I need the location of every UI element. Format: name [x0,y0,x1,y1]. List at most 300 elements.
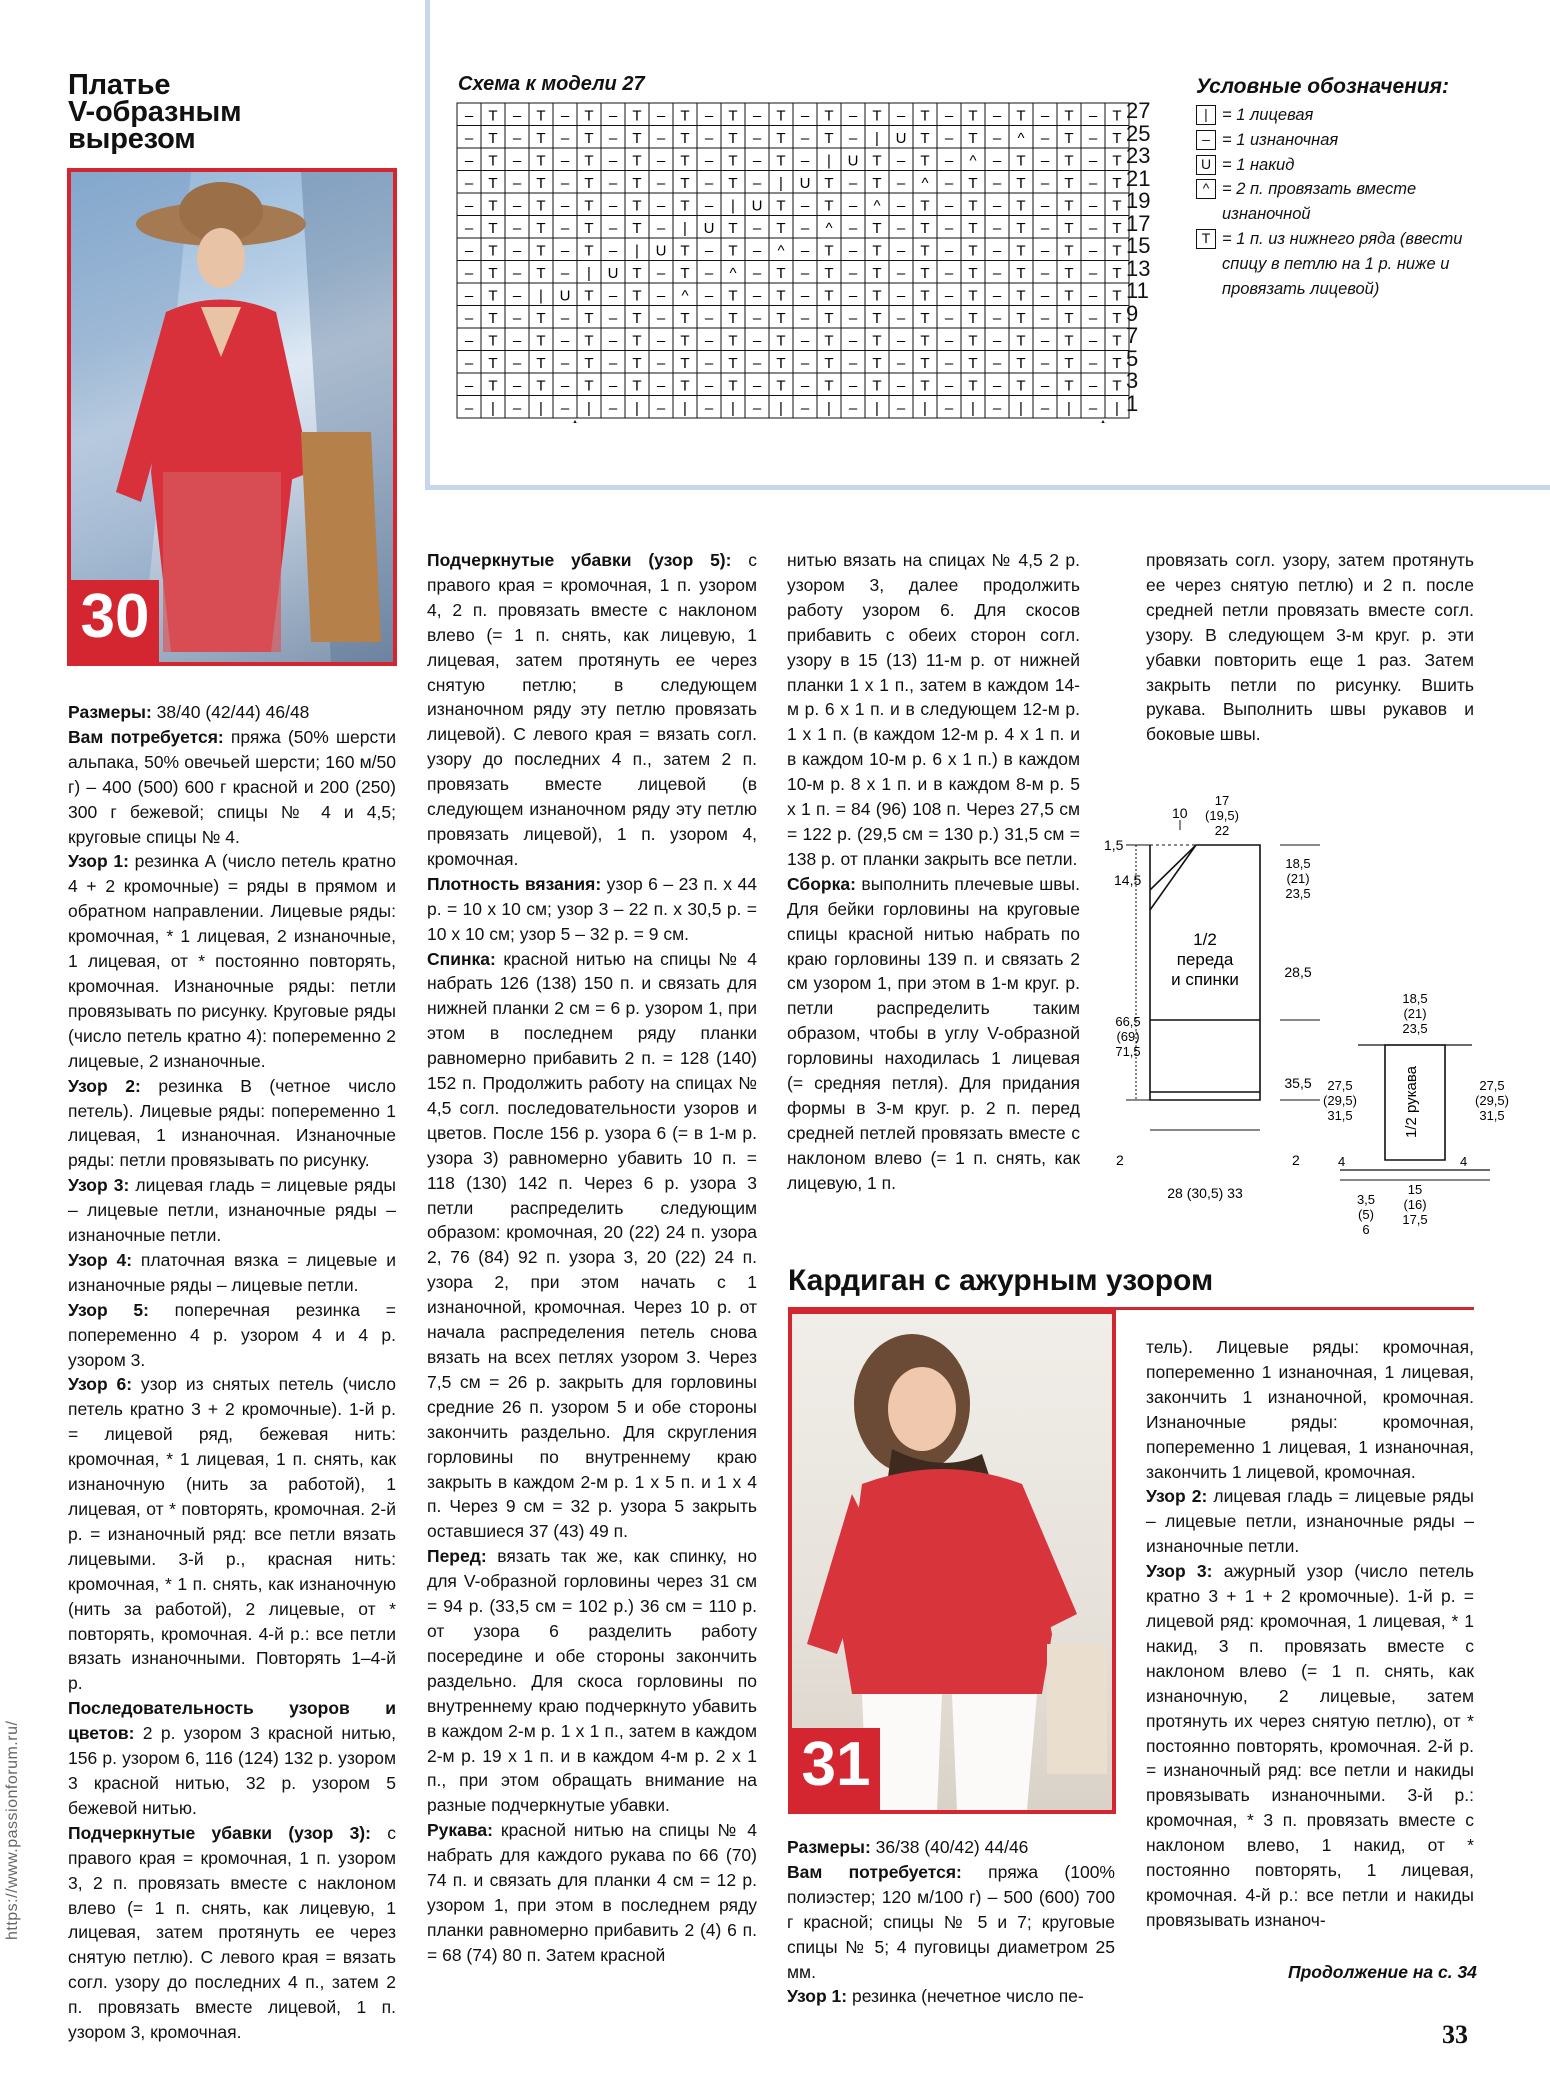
svg-text:–: – [800,242,810,260]
svg-text:–: – [560,175,570,192]
dim-s-15: 15 [1407,1182,1423,1197]
svg-text:T: T [920,377,930,395]
svg-text:T: T [920,242,930,260]
svg-text:–: – [992,220,1002,237]
paragraph-lead: Подчеркнутые убавки (узор 5): [427,550,732,570]
svg-text:^: ^ [777,242,785,260]
svg-text:T: T [584,242,594,260]
svg-text:T: T [920,152,930,170]
svg-text:|: | [779,400,783,417]
svg-text:T: T [872,220,882,237]
svg-text:–: – [1040,400,1050,417]
svg-text:–: – [1040,152,1050,170]
svg-text:T: T [632,152,642,170]
svg-text:–: – [1088,197,1098,215]
svg-text:–: – [1088,175,1098,192]
paragraph [68,1074,396,1174]
svg-text:T: T [1112,107,1122,125]
svg-text:T: T [536,197,546,215]
svg-text:–: – [608,220,618,237]
svg-text:T: T [1064,107,1074,125]
svg-text:–: – [608,152,618,170]
svg-text:–: – [560,332,570,350]
svg-text:–: – [512,265,522,282]
legend-symbol-icon: – [1196,130,1216,150]
svg-text:T: T [1016,175,1026,192]
model31-title: Кардиган с ажурным узором [788,1264,1214,1297]
dim-1-5: 1,5 [1104,837,1124,853]
legend-text: = 1 п. из нижнего ряда (ввести спицу в петлю на 1 р. ниже и провязать лицевой) [1222,229,1463,298]
svg-text:–: – [1040,220,1050,237]
svg-text:T: T [968,197,978,215]
svg-text:|: | [923,400,927,417]
svg-text:T: T [536,175,546,192]
svg-text:–: – [1040,242,1050,260]
svg-text:T: T [776,152,786,170]
svg-text:T: T [1112,377,1122,395]
svg-text:–: – [560,152,570,170]
svg-text:|: | [683,220,687,237]
svg-text:–: – [464,355,474,372]
svg-text:T: T [680,332,690,350]
paragraph [787,1835,1115,1860]
model30-title-line2: V-образным [68,96,242,128]
paragraph [427,1818,757,1967]
svg-text:T: T [1064,332,1074,350]
paragraph-text: выполнить плечевые швы. Для бейки горловины на круговые спицы красной нитью набрать по краю горловины 139 п. и связать 2 см узором 1, при этом в 1-м круг. р. петли распределить таким образом, чтобы в углу V-образной горловины находилась 1 лицевая (= средняя петля). Для придания формы в 3-м круг. р. 2 п. перед средней петлей провязать вместе с наклоном влево (= 1 п. снять, как лицевую, 1 п. [787,873,1080,1193]
svg-text:T: T [872,355,882,372]
svg-text:–: – [1040,377,1050,395]
svg-text:T: T [824,265,834,282]
svg-text:T: T [584,287,594,305]
paragraph-lead: Узор 2: [1146,1486,1208,1507]
svg-text:–: – [800,107,810,125]
svg-text:–: – [944,242,954,260]
svg-text:T: T [872,242,882,260]
svg-text:T: T [536,310,546,327]
svg-text:–: – [752,400,762,417]
dim-s-3-5: 3,5 [1356,1192,1376,1207]
svg-text:T: T [728,220,738,237]
svg-text:T: T [584,107,594,125]
svg-text:|: | [731,400,735,417]
svg-text:T: T [632,332,642,350]
svg-text:T: T [920,287,930,305]
row-number: 7 [1126,323,1139,348]
paragraph-lead: Узор 3: [68,1175,130,1196]
svg-text:T: T [632,265,642,282]
row-number: 1 [1126,390,1139,416]
svg-text:–: – [992,377,1002,395]
svg-text:–: – [752,287,762,305]
svg-text:–: – [464,130,474,147]
svg-text:–: – [1088,287,1098,305]
pattern-diagram [1100,790,1540,1245]
svg-text:–: – [848,242,858,260]
row-number: 13 [1126,255,1151,281]
svg-text:T: T [488,242,498,260]
dim-s-31-5b: 31,5 [1479,1108,1505,1123]
svg-text:T: T [488,152,498,170]
svg-text:–: – [896,287,906,305]
svg-text:–: – [512,130,522,147]
model30-photo [67,168,397,666]
dim-bottom-2a: 2 [1116,1152,1124,1168]
svg-text:T: T [968,242,978,260]
svg-text:–: – [848,400,858,417]
row-number: 19 [1126,188,1151,213]
dim-s-29-5a: (29,5) [1323,1093,1357,1108]
svg-text:–: – [848,265,858,282]
svg-text:T: T [1112,287,1122,305]
svg-text:T: T [1016,107,1026,125]
dim-s-31-5a: 31,5 [1327,1108,1353,1123]
paragraph-lead: Последовательность узоров и цветов: [68,1698,396,1744]
model31-column-2 [1146,1335,1474,1933]
svg-text:–: – [656,130,666,147]
svg-text:T: T [872,152,882,170]
svg-text:^: ^ [873,197,881,215]
svg-text:–: – [560,220,570,237]
legend-title: Условные обозначения: [1196,75,1450,98]
svg-text:–: – [896,377,906,395]
svg-text:–: – [896,107,906,125]
svg-text:–: – [752,175,762,192]
paragraph [68,849,396,1073]
paragraph [68,700,396,725]
svg-text:–: – [992,265,1002,282]
svg-text:–: – [1040,175,1050,192]
row-number: 25 [1126,120,1151,146]
svg-text:T: T [1112,220,1122,237]
svg-text:U: U [703,220,715,237]
svg-text:T: T [728,332,738,350]
svg-text:T: T [776,355,786,372]
paragraph-text: красной нитью на спицы № 4 набрать 126 (138) 150 п. и связать для нижней планки 2 см = 6 р. узором 1, при этом в последнем ряду планки равномерно прибавить 2 п. = 128 (140) 152 п. Продолжить работу на спицах № 4,5 согл. последовательности узоров и цветов. После 156 р. узора 6 (= в 1-м р. узора 3) равномерно убавить 10 п. = 118 (130) 142 п. Через 6 р. узора 3 петли распределить следующим образом: кромочная, 20 (22) 24 п. узора 2, 76 (84) 92 п. узора 3, 20 (22) 24 п. узора 2, при этом начать с 1 изнаночной, кромочная. Через 10 р. от начала распределения петель снова вязать на всех петлях узором 3. Через 7,5 см = 26 р. закрыть для горловины средние 26 п. узором 5 и обе стороны закончить раздельно. Для скругления горловины по внутреннему краю закрыть в каждом 2-м р. 1 х 5 п. и 1 х 4 п. Через 9 см = 32 р. узора 5 закрыть оставшиеся 37 (43) 49 п. [427,948,757,1542]
svg-text:–: – [992,197,1002,215]
svg-text:–: – [608,130,618,147]
watermark-url: https://www.passionforum.ru/ [4,1720,21,1940]
legend-item [1196,227,1476,301]
svg-text:–: – [896,242,906,260]
svg-text:–: – [944,265,954,282]
half-label-1: 1/2 [1193,930,1217,949]
svg-text:T: T [728,242,738,260]
svg-text:T: T [776,107,786,125]
svg-text:–: – [704,242,714,260]
svg-text:T: T [488,175,498,192]
svg-text:T: T [1112,355,1122,372]
svg-text:T: T [680,175,690,192]
svg-text:–: – [800,152,810,170]
svg-text:–: – [800,400,810,417]
model31-photo [788,1310,1116,1814]
paragraph-lead: Размеры: [787,1837,871,1857]
svg-text:T: T [584,130,594,147]
svg-text:T: T [920,130,930,147]
legend-list [1196,103,1476,301]
svg-text:T: T [872,310,882,327]
svg-text:T: T [680,265,690,282]
paragraph-lead: Узор 5: [68,1299,149,1320]
svg-text:T: T [776,377,786,395]
svg-text:T: T [728,355,738,372]
dim-s-4a: 4 [1338,1154,1346,1169]
svg-text:T: T [632,197,642,215]
legend-text: = 1 лицевая [1222,106,1314,124]
svg-text:–: – [656,377,666,395]
paragraph [68,1298,396,1373]
svg-text:T: T [776,265,786,282]
paragraph-text: лицевая гладь = лицевые ряды – лицевые петли, изнаночные ряды – изнаночные петли. [68,1175,396,1246]
svg-text:T: T [728,377,738,395]
svg-text:–: – [848,197,858,215]
svg-text:–: – [704,355,714,372]
svg-text:–: – [896,175,906,192]
svg-text:–: – [944,400,954,417]
svg-text:T: T [824,242,834,260]
svg-text:T: T [680,377,690,395]
svg-text:–: – [608,175,618,192]
svg-text:–: – [464,242,474,260]
svg-text:–: – [704,265,714,282]
svg-text:–: – [1040,130,1050,147]
svg-text:|: | [635,242,639,260]
svg-text:–: – [560,310,570,327]
svg-text:T: T [776,310,786,327]
svg-text:–: – [752,220,762,237]
svg-text:–: – [608,377,618,395]
svg-text:T: T [488,377,498,395]
svg-text:^: ^ [1017,130,1025,147]
legend-symbol-icon: T [1196,229,1216,249]
paragraph-text: пряжа (100% полиэстер; 120 м/100 г) – 500 (600) 700 г красной; спицы № 5 и 7; круговые спицы № 5; 4 пуговицы диаметром 25 мм. [787,1861,1115,1982]
svg-text:T: T [584,310,594,327]
svg-text:–: – [464,287,474,305]
paragraph-text: 36/38 (40/42) 44/46 [870,1837,1029,1857]
svg-text:–: – [848,332,858,350]
svg-text:–: – [1088,377,1098,395]
svg-text:–: – [896,400,906,417]
svg-text:|: | [731,197,735,215]
svg-text:T: T [680,107,690,125]
sleeve-label: 1/2 рукава [1403,1065,1420,1139]
svg-text:T: T [824,355,834,372]
paragraph [427,1544,757,1818]
paragraph-lead: Вам потребуется: [68,726,224,747]
svg-text:T: T [1064,355,1074,372]
svg-text:T: T [584,197,594,215]
svg-text:–: – [752,107,762,125]
legend-item [1196,153,1476,178]
svg-text:–: – [512,220,522,237]
svg-text:T: T [776,197,786,215]
svg-text:–: – [944,152,954,170]
svg-text:–: – [800,377,810,395]
model31-badge: 31 [792,1728,880,1810]
svg-text:T: T [968,310,978,327]
row-number: 17 [1126,210,1151,236]
svg-text:|: | [1019,400,1023,417]
svg-text:T: T [968,287,978,305]
svg-text:T: T [584,377,594,395]
svg-text:–: – [656,287,666,305]
svg-text:^: ^ [921,175,929,192]
svg-text:T: T [872,175,882,192]
svg-text:–: – [704,287,714,305]
svg-text:T: T [728,175,738,192]
svg-text:–: – [1088,152,1098,170]
svg-text:T: T [1064,130,1074,147]
paragraph-lead: Узор 1: [787,1986,848,2007]
svg-text:–: – [560,265,570,282]
svg-text:–: – [752,332,762,350]
svg-text:T: T [536,377,546,395]
svg-text:T: T [728,130,738,147]
svg-text:T: T [776,287,786,305]
svg-text:T: T [536,332,546,350]
chart-cells [457,103,1129,418]
svg-text:–: – [512,332,522,350]
row-number: 9 [1126,300,1139,326]
dim-66-5: 66,5 [1115,1014,1141,1029]
svg-text:–: – [464,332,474,350]
svg-text:T: T [680,310,690,327]
svg-text:T: T [632,355,642,372]
row-number: 3 [1126,368,1139,393]
svg-text:T: T [872,287,882,305]
svg-text:T: T [632,310,642,327]
svg-text:–: – [800,310,810,327]
svg-text:–: – [1040,107,1050,125]
svg-text:T: T [920,197,930,215]
svg-text:–: – [896,310,906,327]
svg-text:U: U [655,242,667,260]
svg-text:T: T [968,130,978,147]
svg-text:–: – [752,355,762,372]
dim-s-5: (5) [1358,1207,1374,1222]
svg-text:–: – [1040,287,1050,305]
paragraph-text: резинка В (четное число петель). Лицевые ряды: попеременно 1 лицевая, 1 изнаночная. Изнаночные ряды: петли провязывать по рисунку. [68,1075,396,1171]
svg-text:T: T [1112,332,1122,350]
model30-column-2 [427,548,757,1968]
svg-text:–: – [608,107,618,125]
svg-text:–: – [1040,355,1050,372]
paragraph-text: 2 р. узором 3 красной нитью, 156 р. узором 6, 116 (124) 132 р. узором 3 красной нитью, 32 р. узором 5 бежевой нитью. [68,1723,396,1818]
svg-text:T: T [1112,130,1122,147]
svg-text:–: – [1040,197,1050,215]
svg-text:–: – [992,107,1002,125]
svg-text:–: – [896,265,906,282]
svg-text:–: – [704,130,714,147]
svg-text:–: – [704,332,714,350]
dim-top-17: 17 [1214,793,1230,808]
model30-column-3 [787,548,1080,1196]
svg-text:–: – [992,152,1002,170]
legend-text: = 1 накид [1222,155,1295,174]
svg-text:T: T [1064,152,1074,170]
svg-text:T: T [488,107,498,125]
paragraph-text: тель). Лицевые ряды: кромочная, попеременно 1 изнаночная, 1 лицевая, закончить 1 изнаночной, кромочная. Изнаночные ряды: кромочная, попеременно 1 лицевая, 1 изнаночная, закончить 1 лицевой, кромочная. [1146,1337,1474,1482]
dim-69: (69) [1116,1029,1140,1044]
svg-text:–: – [944,332,954,350]
svg-text:–: – [944,287,954,305]
paragraph-text: узор 6 – 23 п. х 44 р. = 10 х 10 см; узор 3 – 22 п. х 30,5 р. = 10 х 10 см; узор 5 – 32 р. = 9 см. [427,873,757,944]
paragraph [427,947,757,1545]
paragraph-lead: Перед: [427,1546,487,1567]
paragraph [68,725,396,850]
svg-text:T: T [968,265,978,282]
paragraph [787,872,1080,1196]
svg-text:T: T [1016,377,1026,395]
svg-text:–: – [848,130,858,147]
row-number: 23 [1126,143,1151,168]
paragraph-text: 38/40 (42/44) 46/48 [151,702,310,722]
svg-text:T: T [1112,175,1122,192]
paragraph-text: поперечная резинка = попеременно 4 р. узором 4 и 4 р. узором 3. [68,1299,396,1370]
dim-s-6: 6 [1362,1222,1370,1237]
svg-text:|: | [539,400,543,417]
model30-column-4 [1146,548,1474,747]
svg-text:U: U [751,197,763,215]
svg-text:–: – [656,152,666,170]
svg-text:–: – [848,377,858,395]
dim-bottom-width: 28 (30,5) 33 [1167,1185,1243,1201]
row-number: 5 [1126,345,1139,371]
svg-text:T: T [920,220,930,237]
svg-text:T: T [488,332,498,350]
svg-text:–: – [656,400,666,417]
svg-text:T: T [728,310,738,327]
svg-text:–: – [464,310,474,327]
svg-text:T: T [776,130,786,147]
svg-text:U: U [559,287,571,305]
svg-text:–: – [1088,220,1098,237]
svg-text:–: – [1088,332,1098,350]
knitting-chart-grid [455,101,1135,423]
svg-text:|: | [587,265,591,282]
svg-text:T: T [536,107,546,125]
dim-r-18-5: 18,5 [1285,856,1311,871]
svg-text:–: – [992,310,1002,327]
svg-text:–: – [992,332,1002,350]
paragraph [68,1821,396,2045]
svg-text:T: T [872,107,882,125]
svg-text:T: T [824,107,834,125]
svg-text:T: T [872,377,882,395]
svg-text:–: – [464,152,474,170]
paragraph [68,1372,396,1696]
svg-text:T: T [968,220,978,237]
svg-text:T: T [920,310,930,327]
paragraph [1146,548,1474,747]
svg-text:T: T [728,152,738,170]
paragraph-text: ажурный узор (число петель кратно 3 + 1 + 2 кромочные). 1-й р. = лицевой ряд: кромочная, 1 лицевая, * 1 накид, 3 п. провязать вместе с наклоном влево (= 1 п. снять, как изнаночную, 2 лицевые, затем протянуть их через снятую петлю), от * постоянно повторять, кромочная. 2-й р. = изнаночный ряд: все петли и накиды провязывать изнаночными. 3-й р.: кромочная, * 3 п. провязать вместе с наклоном влево, 1 накид, от * постоянно повторять, 1 лицевая, кромочная. 4-й р.: все петли и накиды провязывать изнаноч- [1146,1561,1474,1930]
svg-text:–: – [1088,107,1098,125]
dim-top-17b: (19,5) [1205,808,1239,823]
svg-text:–: – [1088,242,1098,260]
svg-text:T: T [488,265,498,282]
row-number: 15 [1126,233,1151,258]
svg-text:–: – [656,265,666,282]
paragraph-text: вязать так же, как спинку, но для V-образной горловины через 31 см = 94 р. (33,5 см = 102 р.) 36 см = 110 р. от узора 6 разделить работу посередине и обе стороны закончить раздельно. Для скоса горловины по внутреннему краю подчеркнуто убавить в каждом 2-м р. 1 х 1 п., затем в каждом 2-м р. 19 х 1 п. и в каждом 4-м р. 2 х 1 п., при этом обращать внимание на разные подчеркнутые убавки. [427,1546,757,1816]
svg-text:|: | [875,130,879,147]
svg-text:T: T [920,355,930,372]
half-label-2: переда [1176,950,1234,969]
svg-text:T: T [1112,265,1122,282]
paragraph [1146,1559,1474,1933]
svg-text:T: T [1064,377,1074,395]
